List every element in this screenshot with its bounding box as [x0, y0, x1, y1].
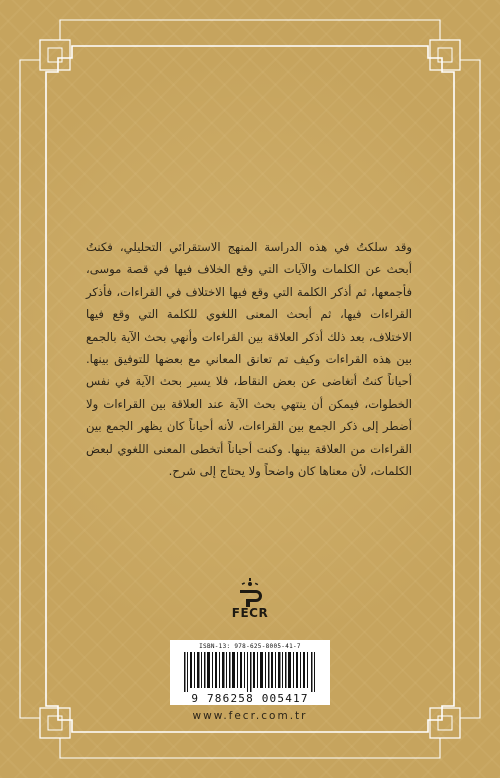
publisher-name: FECR — [231, 606, 269, 620]
isbn-label: ISBN-13: 978-625-8005-41-7 — [199, 643, 301, 650]
publisher-logo-icon — [226, 578, 274, 630]
barcode-bars — [180, 652, 320, 692]
barcode-digits: 9 786258 005417 — [191, 692, 309, 705]
publisher-website: www.fecr.com.tr — [192, 710, 308, 722]
barcode — [170, 640, 330, 705]
description-text: وقد سلكتُ في هذه الدراسة المنهج الاستقرائي التحليلي، فكنتُ أبحث عن الكلمات والآيات التي وقع الخلاف فيها في قصة موسى، فأجمعها، ثم أذكر الكلمة التي وقع فيها الاختلاف في القراءات، فأذكر القراءات فيها، ثم أبحث المعنى اللغوي للكلمة التي وقع فيها الاختلاف، بعد ذلك أذكر العلاقة بين القراءات وأنهي بحث الآية بالجمع بين هذه القراءات وكيف تم تعانق المعاني مع بعضها للتوفيق بينها. أحياناً كنتُ أتغاضى عن بعض النقاط، فلا يسير بحث الآية في نفس الخطوات، فيمكن أن ينتهي بحث الآية عند العلاقة بين القراءات ولا أضطر إلى ذكر الجمع بين القراءات، لأنه أحياناً كان يظهر الجمع بين القراءات من العلاقة بينها. وكنت أحياناً أتخطى المعنى اللغوي لبعض الكلمات، لأن معناها كان واضحاً ولا يحتاج إلى شرح. — [86, 240, 412, 479]
description-paragraph — [86, 236, 412, 482]
